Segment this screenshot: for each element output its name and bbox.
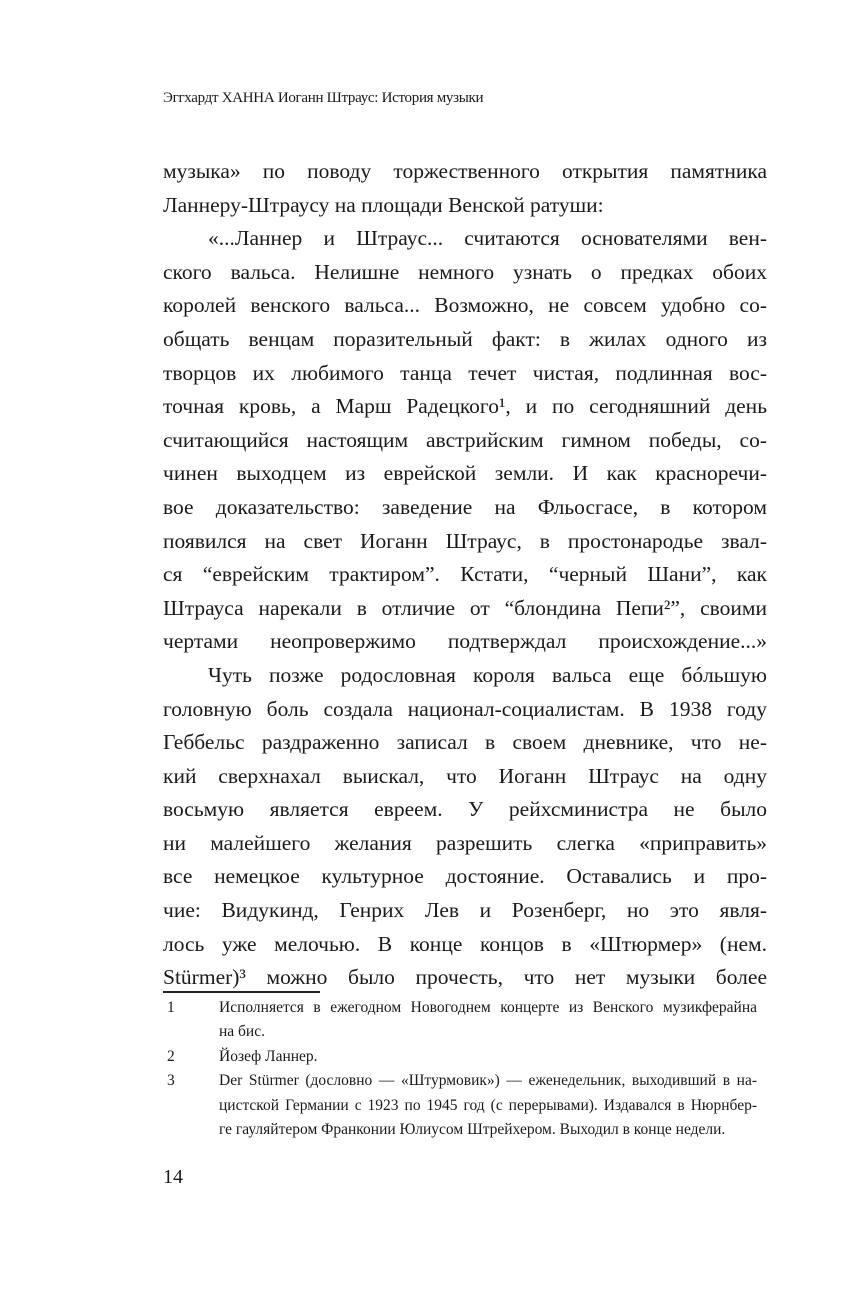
- footnote-text: [219, 1069, 757, 1142]
- footnote-line: на бис.: [219, 1023, 265, 1041]
- text-line: точная кровь, а Марш Радецкого¹, и по сегодняшний день: [163, 394, 767, 419]
- footnote-number: 3: [167, 1072, 175, 1090]
- footnote-text: [219, 1045, 757, 1069]
- text-line: восьмую является евреем. У рейхсминистра не было: [163, 797, 767, 822]
- text-line: Штрауса нарекали в отличие от “блондина Пепи²”, своими: [163, 595, 767, 620]
- text-line: Геббельс раздраженно записал в своем дневнике, что не-: [163, 730, 767, 755]
- footnote-divider: [163, 991, 320, 993]
- text-line: королей венского вальса... Возможно, не совсем удобно со-: [163, 293, 767, 318]
- footnote-line: цистской Германии с 1923 по 1945 год (с перерывами). Издавался в Нюрнбер-: [219, 1096, 757, 1114]
- text-line: ся “еврейским трактиром”. Кстати, “черный Шани”, как: [163, 562, 767, 587]
- text-line: Ланнеру-Штраусу на площади Венской ратуши:: [163, 192, 604, 217]
- text-line: вое доказательство: заведение на Фльосгасе, в котором: [163, 494, 767, 519]
- text-line: ни малейшего желания разрешить слегка «приправить»: [163, 830, 767, 855]
- footnote-text: [219, 996, 757, 1045]
- text-line: общать венцам поразительный факт: в жилах одного из: [163, 326, 767, 351]
- footnote: [163, 1045, 757, 1069]
- text-line: кий сверхнахал выискал, что Иоганн Штраус на одну: [163, 763, 767, 788]
- text-line: лось уже мелочью. В конце концов в «Штюрмер» (нем.: [163, 931, 767, 956]
- text-line: Чуть позже родословная короля вальса еще бóльшую: [208, 662, 767, 687]
- footnote-number: 1: [167, 999, 175, 1016]
- body-text: [163, 155, 767, 995]
- text-line: музыка» по поводу торжественного открытия памятника: [163, 159, 767, 183]
- footnote-line: Der Stürmer (дословно — «Штурмовик») — еженедельник, выходивший в на-: [219, 1072, 757, 1090]
- footnote-number: 2: [167, 1047, 175, 1065]
- text-line: Stürmer)³ можно было прочесть, что нет музыки более: [163, 965, 767, 990]
- text-line: ского вальса. Нелишне немного узнать о предках обоих: [163, 259, 767, 284]
- footnote-line: Йозеф Ланнер.: [219, 1047, 318, 1065]
- running-header: Эггхардт ХАННА Иоганн Штраус: История музыки: [163, 90, 484, 106]
- footnote-line: ге гауляйтером Франконии Юлиусом Штрейхером. Выходил в конце недели.: [219, 1120, 726, 1138]
- text-line: головную боль создала национал-социалистам. В 1938 году: [163, 696, 767, 721]
- text-line: все немецкое культурное достояние. Оставались и про-: [163, 864, 767, 889]
- text-line: появился на свет Иоганн Штраус, в простонародье звал-: [163, 528, 767, 553]
- text-line: чие: Видукинд, Генрих Лев и Розенберг, но это явля-: [163, 898, 767, 923]
- footnote: [163, 1069, 757, 1142]
- text-line: чертами неопровержимо подтверждал происхождение...»: [163, 629, 767, 654]
- page-number: 14: [163, 1166, 183, 1188]
- text-line: творцов их любимого танца течет чистая, подлинная вос-: [163, 360, 767, 385]
- text-line: «...Ланнер и Штраус... считаются основателями вен-: [208, 226, 767, 251]
- footnotes: [163, 996, 757, 1142]
- text-line: считающийся настоящим австрийским гимном победы, со-: [163, 427, 767, 452]
- footnote-line: Исполняется в ежегодном Новогоднем концерте из Венского музикферайна: [219, 999, 757, 1016]
- text-line: чинен выходцем из еврейской земли. И как красноречи-: [163, 461, 767, 486]
- footnote: [163, 996, 757, 1045]
